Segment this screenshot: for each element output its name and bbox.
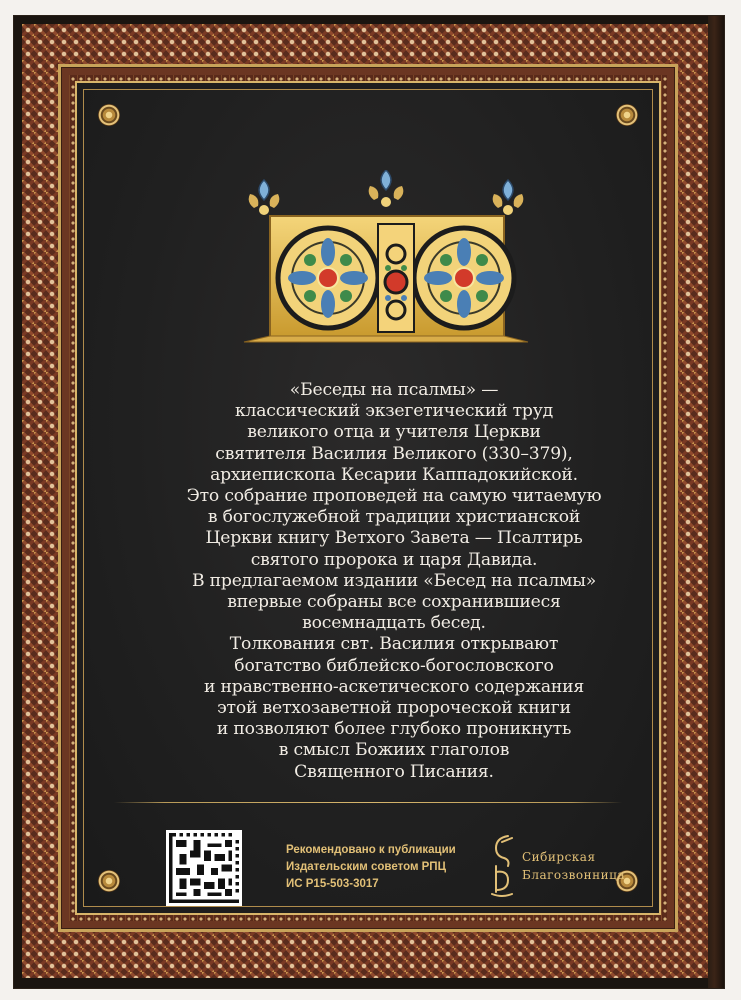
publisher-name-line2: Благозвонница <box>522 868 625 882</box>
qr-code-icon <box>169 833 239 903</box>
imprint-recommendation: Рекомендовано к публикации <box>286 844 456 856</box>
data-matrix-code <box>166 830 242 906</box>
description-line: В предлагаемом издании «Бесед на псалмы» <box>191 570 597 591</box>
publisher-monogram-icon <box>488 832 516 898</box>
gold-divider <box>114 802 622 803</box>
description-line: богатство библейско-богословского <box>234 655 554 676</box>
description-line: святого пророка и царя Давида. <box>250 549 538 570</box>
description-line: «Беседы на псалмы» — <box>289 380 499 400</box>
corner-rosette-icon <box>98 104 120 126</box>
inner-gold-frame <box>75 81 661 915</box>
publisher-name <box>522 848 625 884</box>
description-line: архиепископа Кесарии Каппадокийской. <box>210 464 578 485</box>
corner-rosette-icon <box>616 104 638 126</box>
description-line: в богослужебной традиции христианской <box>207 507 581 528</box>
description-line: восемнадцать бесед. <box>302 613 486 634</box>
description-line: и нравственно-аскетического содержания <box>203 676 585 697</box>
text-panel <box>83 89 653 907</box>
description-line: и позволяют более глубоко проникнуть <box>216 719 572 740</box>
description-line: Церкви книгу Ветхого Завета — Псалтирь <box>205 528 583 549</box>
description-line: в смысл Божиих глаголов <box>278 740 510 761</box>
imprint-number: ИС Р15-503-3017 <box>286 878 379 890</box>
imprint-council: Издательским советом РПЦ <box>286 861 446 873</box>
corner-rosette-icon <box>98 870 120 892</box>
headpiece-ornament-icon <box>224 170 548 350</box>
book-back-cover <box>14 16 724 988</box>
description-line: Это собрание проповедей на самую читаемую <box>186 486 602 507</box>
description-line: святителя Василия Великого (330–379), <box>215 443 573 464</box>
spine-edge <box>708 16 724 988</box>
gold-frame <box>58 64 678 932</box>
book-description <box>144 380 644 783</box>
description-line: Священного Писания. <box>294 761 494 782</box>
description-line: впервые собраны все сохранившиеся <box>227 592 561 613</box>
description-line: этой ветхозаветной пророческой книги <box>217 698 571 719</box>
publisher-name-line1: Сибирская <box>522 850 596 864</box>
description-line: классический экзегетический труд <box>234 401 554 422</box>
publisher-logo <box>488 832 625 902</box>
imprint-block <box>286 842 456 893</box>
description-line: Толкования свт. Василия открывают <box>229 634 559 655</box>
description-line: великого отца и учителя Церкви <box>247 422 541 443</box>
